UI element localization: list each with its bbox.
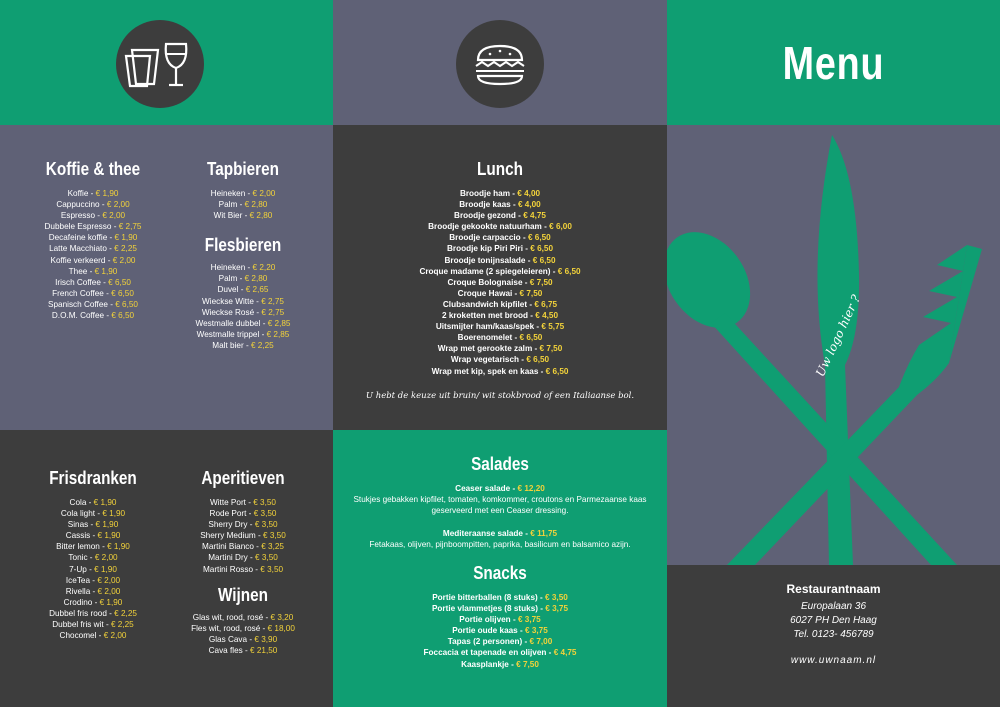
tapbieren-section: [172, 159, 314, 351]
menu-item-name: IceTea -: [65, 575, 98, 585]
menu-item-price: € 21,50: [250, 645, 278, 655]
salad-name: Ceaser salade - € 12,20: [455, 484, 545, 493]
menu-item-price: € 2,25: [110, 620, 134, 630]
menu-item-name: Duvel -: [217, 285, 246, 295]
menu-item: [22, 608, 164, 619]
menu-item: [22, 299, 164, 310]
menu-item-price: € 2,00: [106, 200, 130, 210]
menu-item: [172, 564, 314, 575]
menu-item: [333, 366, 667, 377]
menu-item-name: Westmalle dubbel -: [195, 318, 268, 328]
menu-item-name: Sherry Dry -: [208, 520, 255, 530]
menu-item-name: Broodje kip Piri Piri -: [446, 244, 531, 254]
menu-item-price: € 6,00: [549, 222, 572, 232]
menu-item: [172, 552, 314, 563]
lunch-panel: [333, 125, 667, 430]
menu-item-name: Broodje gekookte natuurham -: [428, 222, 550, 232]
menu-item: [22, 221, 164, 232]
menu-item-name: Chocomel -: [59, 631, 104, 641]
menu-item-name: Cola light -: [60, 509, 103, 519]
menu-item: [22, 564, 164, 575]
salades-section: [333, 454, 667, 550]
menu-item-name: Palm -: [218, 274, 245, 284]
menu-item-price: € 3,50: [253, 498, 276, 507]
menu-item-name: Heineken -: [210, 263, 253, 273]
menu-item: [172, 273, 314, 284]
aperitieven-list: [172, 497, 314, 575]
snacks-list: [333, 592, 667, 670]
menu-item-name: Espresso -: [60, 211, 103, 221]
menu-item: [172, 645, 314, 656]
menu-item-name: Cola -: [69, 498, 94, 507]
menu-item-name: Thee -: [68, 266, 95, 276]
menu-item-price: € 2,65: [245, 285, 269, 295]
menu-item-name: Palm -: [218, 200, 245, 210]
menu-item: [333, 210, 667, 221]
menu-item-name: Kaasplankje -: [461, 659, 517, 669]
menu-title: Menu: [782, 37, 885, 89]
menu-item: [172, 497, 314, 508]
menu-item-price: € 6,50: [519, 333, 543, 343]
lunch-section: [333, 159, 667, 377]
salad-description: Fetakaas, olijven, pijnboompitten, paprika, basilicum en balsamico azijn.: [369, 540, 631, 550]
menu-item-price: € 3,25: [261, 542, 284, 552]
menu-item-name: Rivella -: [65, 586, 98, 596]
menu-item-price: € 18,00: [267, 623, 295, 633]
menu-item: [172, 210, 314, 221]
logo-placeholder: Uw logo hier ?: [813, 292, 864, 379]
menu-item-price: € 2,00: [102, 211, 126, 221]
menu-item-price: € 1,90: [107, 542, 130, 552]
sandwich-icon: [456, 20, 544, 108]
menu-item-name: Wrap met kip, spek en kaas -: [431, 366, 546, 376]
menu-item: [172, 612, 314, 623]
menu-item-name: Wieckse Witte -: [202, 296, 262, 306]
menu-item: [172, 262, 314, 273]
menu-item-price: € 2,25: [114, 608, 137, 618]
menu-item-name: 2 kroketten met brood -: [441, 311, 536, 321]
menu-item-price: € 1,90: [97, 531, 121, 541]
wijnen-list: [172, 612, 314, 656]
drinks-icon: [116, 20, 204, 108]
menu-item-name: Decafeine koffie -: [48, 233, 115, 243]
menu-item-price: € 1,90: [95, 189, 119, 198]
aperitieven-section: [172, 468, 314, 656]
menu-item-name: Portie bitterballen (8 stuks) -: [432, 593, 546, 602]
drinks-panel: [0, 125, 333, 430]
menu-item-name: Portie vlammetjes (8 stuks) -: [431, 604, 546, 614]
tapbieren-list: [172, 188, 314, 221]
menu-item: [172, 188, 314, 199]
menu-item-name: Dubbele Espresso -: [44, 222, 119, 232]
address-city: 6027 PH Den Haag: [790, 615, 877, 626]
menu-item: [172, 199, 314, 210]
menu-item: [333, 310, 667, 321]
snacks-title: Snacks: [473, 563, 527, 583]
contact-block: [667, 582, 1000, 668]
menu-item-price: € 3,50: [260, 564, 284, 574]
menu-item-name: Wrap met gerookte zalm -: [437, 344, 540, 354]
address-street: Europalaan 36: [800, 601, 867, 612]
menu-item-name: Broodje tonijnsalade -: [444, 255, 533, 265]
flesbieren-list: [172, 262, 314, 351]
menu-item: [22, 497, 164, 508]
menu-item-price: € 4,50: [535, 311, 559, 321]
menu-item: [172, 519, 314, 530]
menu-item-name: French Coffee -: [52, 288, 112, 298]
koffie-list: [22, 188, 164, 321]
menu-item: [22, 519, 164, 530]
menu-item: [22, 199, 164, 210]
menu-item-price: € 3,50: [545, 593, 568, 602]
menu-item-price: € 1,90: [93, 498, 117, 507]
salades-title: Salades: [471, 454, 529, 474]
menu-item-name: Witte Port -: [210, 498, 254, 507]
menu-item: [172, 541, 314, 552]
menu-item-name: 7-Up -: [69, 564, 95, 574]
menu-item-price: € 2,75: [261, 307, 285, 317]
menu-item-name: Broodje kaas -: [459, 200, 518, 210]
menu-item-price: € 4,00: [517, 200, 541, 210]
menu-item-price: € 2,75: [261, 296, 284, 306]
menu-item: [22, 575, 164, 586]
menu-item-name: Glas Cava -: [208, 634, 255, 644]
menu-item: [22, 508, 164, 519]
menu-item-name: Westmalle trippel -: [196, 329, 267, 339]
menu-item-price: € 3,75: [517, 615, 541, 625]
flesbieren-title: Flesbieren: [204, 235, 282, 256]
menu-item-price: € 2,80: [249, 211, 273, 221]
menu-item: [333, 221, 667, 232]
menu-item: [333, 592, 667, 603]
menu-item: [333, 614, 667, 625]
menu-item: [172, 530, 314, 541]
menu-item: [172, 284, 314, 295]
menu-item-price: € 1,90: [95, 520, 119, 530]
menu-item-price: € 6,50: [108, 277, 131, 287]
menu-item: [333, 647, 667, 658]
menu-item: [22, 530, 164, 541]
menu-item: [333, 243, 667, 254]
salads-snacks-panel: [333, 430, 667, 707]
menu-item: [333, 299, 667, 310]
menu-item: [333, 625, 667, 636]
frisdranken-title: Frisdranken: [49, 468, 137, 488]
menu-item: [333, 266, 667, 277]
menu-item-name: Koffie -: [67, 189, 96, 198]
salad-item: [353, 483, 647, 516]
frisdranken-section: [22, 468, 164, 641]
menu-item: [22, 541, 164, 552]
menu-item-price: € 6,50: [532, 255, 556, 265]
menu-item-name: D.O.M. Coffee -: [51, 311, 112, 321]
menu-item: [333, 343, 667, 354]
menu-item-price: € 2,00: [94, 553, 118, 563]
menu-item-name: Broodje gezond -: [454, 211, 524, 221]
menu-item-name: Cassis -: [65, 531, 98, 541]
menu-item: [172, 623, 314, 634]
salad-name: Mediteraanse salade - € 11,75: [442, 529, 558, 539]
menu-item: [172, 329, 314, 340]
menu-item-name: Rode Port -: [209, 509, 254, 519]
phone-number: Tel. 0123- 456789: [793, 629, 874, 640]
menu-item-price: € 5,75: [541, 322, 565, 332]
menu-item: [333, 188, 667, 199]
menu-item: [172, 307, 314, 318]
cold-drinks-panel: [0, 430, 333, 707]
menu-item: [333, 354, 667, 365]
menu-item: [22, 188, 164, 199]
menu-item-price: € 2,00: [97, 586, 121, 596]
menu-item: [22, 232, 164, 243]
menu-item-price: € 3,20: [270, 612, 294, 622]
menu-item-name: Martini Bianco -: [202, 542, 262, 552]
menu-item-price: € 2,00: [252, 189, 276, 198]
menu-item-price: € 6,50: [545, 366, 569, 376]
salad-price: € 12,20: [517, 484, 545, 493]
snacks-section: [333, 563, 667, 670]
salad-price: € 11,75: [530, 529, 558, 539]
menu-item: [172, 340, 314, 351]
menu-item: [22, 310, 164, 321]
menu-item-price: € 7,00: [529, 637, 553, 647]
menu-item: [333, 321, 667, 332]
menu-item-price: € 2,25: [250, 340, 274, 350]
menu-item-name: Wit Bier -: [213, 211, 250, 221]
menu-item-price: € 6,50: [527, 233, 551, 243]
menu-item-name: Cappuccino -: [56, 200, 107, 210]
menu-item-name: Croque madame (2 spiegeleieren) -: [419, 266, 558, 276]
menu-item: [333, 199, 667, 210]
menu-item-price: € 3,90: [254, 634, 278, 644]
menu-item-name: Sinas -: [67, 520, 96, 530]
menu-item-price: € 2,00: [97, 575, 121, 585]
lunch-header-panel: [333, 0, 667, 125]
tapbieren-title: Tapbieren: [207, 159, 279, 179]
menu-item-price: € 2,75: [118, 222, 142, 232]
menu-item: [22, 210, 164, 221]
menu-item-price: € 1,90: [94, 564, 117, 574]
menu-item-name: Portie oude kaas -: [452, 626, 526, 636]
menu-item-name: Heineken -: [210, 189, 253, 198]
menu-item: [22, 243, 164, 254]
drinks-header-panel: [0, 0, 333, 125]
lunch-title: Lunch: [477, 159, 523, 179]
menu-item-price: € 1,90: [94, 266, 118, 276]
lunch-note: U hebt de keuze uit bruin/ wit stokbrood of een Italiaanse bol.: [365, 391, 635, 401]
menu-item-name: Irisch Coffee -: [55, 277, 109, 287]
menu-item-name: Sherry Medium -: [200, 531, 264, 541]
menu-item-name: Broodje ham -: [459, 189, 518, 198]
menu-item-price: € 1,90: [102, 509, 126, 519]
menu-item: [333, 636, 667, 647]
menu-item-name: Croque Hawai -: [457, 288, 520, 298]
menu-item: [333, 603, 667, 614]
menu-item: [22, 255, 164, 266]
menu-item-name: Wrap vegetarisch -: [450, 355, 527, 365]
aperitieven-title: Aperitieven: [201, 468, 285, 488]
menu-item-name: Dubbel fris rood -: [49, 608, 115, 618]
menu-item-price: € 7,50: [529, 277, 553, 287]
menu-item: [22, 630, 164, 641]
menu-item-price: € 3,50: [263, 531, 286, 541]
menu-item-price: € 2,80: [244, 274, 268, 284]
menu-item-price: € 4,75: [553, 648, 577, 658]
menu-item-name: Boerenomelet -: [457, 333, 520, 343]
menu-item-price: € 3,75: [525, 626, 548, 636]
menu-item-price: € 1,90: [99, 597, 123, 607]
koffie-title: Koffie & thee: [45, 159, 141, 179]
menu-item: [22, 277, 164, 288]
menu-item-price: € 2,00: [103, 631, 127, 641]
menu-item: [172, 508, 314, 519]
menu-item-name: Glas wit, rood, rosé -: [192, 612, 271, 622]
menu-item-name: Wieckse Rosé -: [201, 307, 262, 317]
menu-item-price: € 3,50: [255, 553, 278, 563]
menu-item: [333, 277, 667, 288]
menu-item-name: Cava fles -: [208, 645, 251, 655]
menu-item-price: € 6,50: [557, 266, 581, 276]
menu-item-name: Fles wit, rood, rosé -: [191, 623, 268, 633]
menu-item: [22, 266, 164, 277]
contact-panel: [667, 565, 1000, 707]
menu-item-price: € 6,50: [526, 355, 550, 365]
menu-item-name: Croque Bolognaise -: [447, 277, 530, 287]
salad-item: [353, 528, 647, 550]
menu-item: [22, 597, 164, 608]
menu-item-name: Latte Macchiato -: [49, 244, 115, 254]
menu-item-price: € 2,85: [267, 318, 291, 328]
menu-item-price: € 3,50: [253, 509, 277, 519]
menu-item-price: € 2,80: [244, 200, 268, 210]
menu-item-name: Tapas (2 personen) -: [447, 637, 530, 647]
website-link[interactable]: www.uwnaam.nl: [790, 655, 877, 666]
menu-item-price: € 3,50: [254, 520, 278, 530]
menu-item: [333, 232, 667, 243]
wijnen-title: Wijnen: [217, 584, 269, 605]
menu-item: [22, 288, 164, 299]
menu-item-price: € 1,90: [114, 233, 138, 243]
menu-item: [333, 288, 667, 299]
menu-item-price: € 4,75: [523, 211, 546, 221]
menu-item-price: € 4,00: [517, 189, 541, 198]
frisdranken-list: [22, 497, 164, 641]
title-panel: [667, 0, 1000, 125]
menu-item-name: Tonic -: [68, 553, 95, 563]
menu-item-name: Broodje carpaccio -: [449, 233, 528, 243]
menu-item-name: Martini Rosso -: [202, 564, 261, 574]
menu-item-name: Clubsandwich kipfilet -: [442, 299, 535, 309]
menu-item-name: Bitter lemon -: [56, 542, 108, 552]
menu-item-price: € 6,50: [530, 244, 554, 254]
menu-item-price: € 7,50: [516, 659, 539, 669]
menu-item: [333, 332, 667, 343]
menu-item-price: € 2,20: [252, 263, 276, 273]
menu-item: [333, 659, 667, 670]
koffie-section: [22, 159, 164, 321]
menu-item-price: € 6,50: [111, 311, 135, 321]
menu-item-price: € 6,50: [115, 299, 138, 309]
menu-item-name: Martini Dry -: [208, 553, 256, 563]
restaurant-name: Restaurantnaam: [786, 582, 881, 596]
menu-item: [333, 255, 667, 266]
menu-item: [22, 619, 164, 630]
menu-item: [22, 586, 164, 597]
menu-item-name: Dubbel fris wit -: [52, 620, 111, 630]
menu-item-name: Spanisch Coffee -: [48, 299, 116, 309]
menu-item: [22, 552, 164, 563]
menu-item-name: Koffie verkeerd -: [50, 255, 113, 265]
menu-item-price: € 3,75: [545, 604, 569, 614]
menu-item-name: Portie olijven -: [459, 615, 518, 625]
menu-item-price: € 2,85: [266, 329, 290, 339]
menu-item-name: Foccacia et tapenade en olijven -: [423, 648, 554, 658]
salades-list: [353, 483, 647, 550]
menu-item-price: € 2,25: [114, 244, 137, 254]
cutlery-panel: [667, 125, 1000, 565]
menu-item-price: € 2,00: [112, 255, 136, 265]
menu-item-name: Malt bier -: [212, 340, 251, 350]
salad-description: Stukjes gebakken kipfilet, tomaten, komkommer, croutons en Parmezaanse kaas geserveerd met een Ceaser dressing.: [353, 495, 647, 516]
menu-item: [172, 318, 314, 329]
menu-item-price: € 6,75: [534, 299, 558, 309]
menu-item-price: € 7,50: [519, 288, 543, 298]
menu-item-price: € 7,50: [539, 344, 563, 354]
menu-item: [172, 634, 314, 645]
menu-item-price: € 6,50: [111, 288, 134, 298]
lunch-list: [333, 188, 667, 377]
menu-item: [172, 296, 314, 307]
menu-item-name: Uitsmijter ham/kaas/spek -: [435, 322, 542, 332]
menu-item-name: Crodino -: [63, 597, 100, 607]
